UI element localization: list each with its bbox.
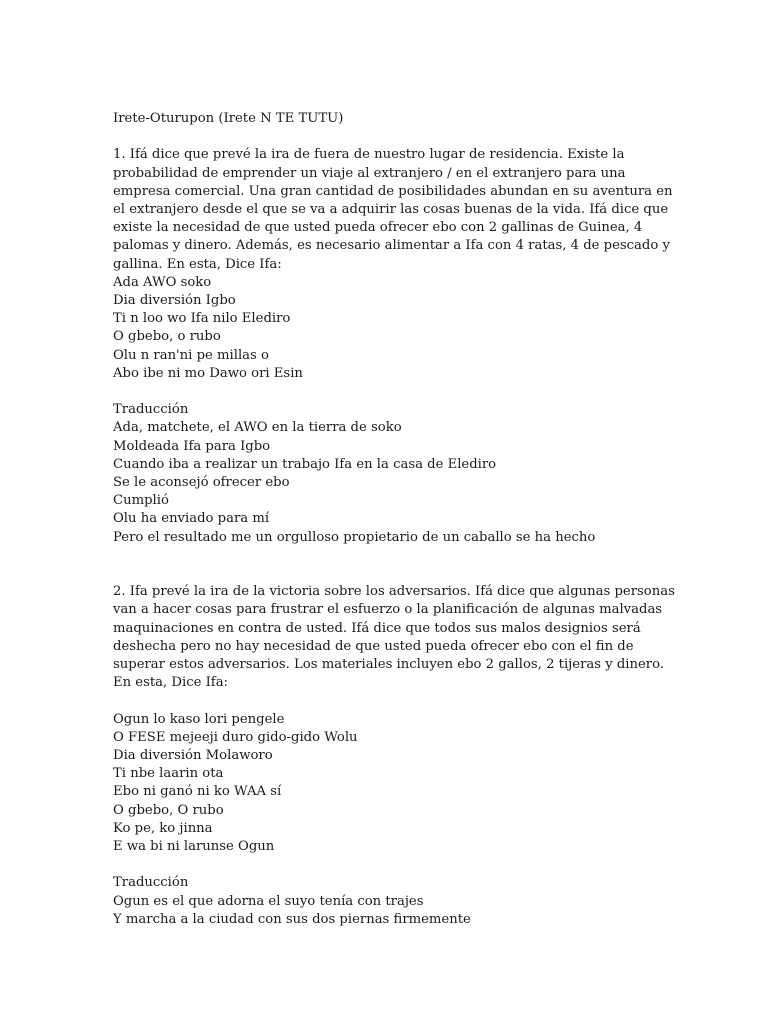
translation-line: Ogun es el que adorna el suyo tenía con trajes bbox=[113, 893, 424, 909]
translation-line: Olu ha enviado para mí bbox=[113, 511, 270, 527]
verse-line: Olu n ran'ni pe millas o bbox=[113, 347, 269, 363]
translation-line: Pero el resultado me un orgulloso propietario de un caballo se ha hecho bbox=[113, 529, 596, 545]
verse-line: Abo ibe ni mo Dawo ori Esin bbox=[113, 365, 303, 381]
translation-line: Cumplió bbox=[113, 493, 169, 509]
verse-line: Dia diversión Molaworo bbox=[113, 748, 273, 764]
translation-line: Moldeada Ifa para Igbo bbox=[113, 438, 271, 454]
paragraph-line: probabilidad de emprender un viaje al extranjero / en el extranjero para una bbox=[113, 165, 626, 181]
document-page bbox=[113, 110, 673, 929]
section-2-verse bbox=[113, 711, 673, 857]
verse-line: Ogun lo kaso lori pengele bbox=[113, 711, 285, 727]
spacer bbox=[113, 383, 673, 401]
verse-line: Ada AWO soko bbox=[113, 274, 212, 290]
verse-line: Dia diversión Igbo bbox=[113, 293, 236, 309]
translation-line: Y marcha a la ciudad con sus dos piernas firmemente bbox=[113, 911, 471, 927]
paragraph-line: empresa comercial. Una gran cantidad de posibilidades abundan en su aventura en bbox=[113, 183, 673, 199]
spacer bbox=[113, 692, 673, 710]
section-1-paragraph bbox=[113, 146, 673, 273]
paragraph-line: palomas y dinero. Además, es necesario alimentar a Ifa con 4 ratas, 4 de pescado y bbox=[113, 238, 670, 254]
paragraph-line: 1. Ifá dice que prevé la ira de fuera de nuestro lugar de residencia. Existe la bbox=[113, 147, 625, 163]
paragraph-line: el extranjero desde el que se va a adquirir las cosas buenas de la vida. Ifá dice que bbox=[113, 202, 669, 217]
verse-line: Ti nbe laarin ota bbox=[113, 766, 224, 782]
paragraph-line: maquinaciones en contra de usted. Ifá dice que todos sus malos designios será bbox=[113, 620, 641, 636]
paragraph-line: existe la necesidad de que usted pueda ofrecer ebo con 2 gallinas de Guinea, 4 bbox=[113, 220, 643, 236]
translation-line: Cuando iba a realizar un trabajo Ifa en la casa de Eledirо bbox=[113, 456, 497, 472]
spacer bbox=[113, 128, 673, 146]
verse-line: Ko pe, ko jinna bbox=[113, 820, 213, 836]
verse-line: Ebo ni ganó ni ko WAA sí bbox=[113, 784, 282, 800]
verse-line: O FESE mejeeji duro gido-gido Wolu bbox=[113, 729, 358, 745]
section-2 bbox=[113, 583, 673, 929]
translation-line: Se le aconsejó ofrecer ebo bbox=[113, 475, 290, 491]
verse-line: E wa bi ni larunse Ogun bbox=[113, 839, 275, 855]
paragraph-line: 2. Ifa prevé la ira de la victoria sobre los adversarios. Ifá dice que algunas personas bbox=[113, 584, 675, 600]
document-title: Irete-Oturupon (Irete N TE TUTU) bbox=[113, 111, 344, 126]
verse-line: Ti n loo wo Ifa nilo Eledirо bbox=[113, 311, 291, 327]
spacer bbox=[113, 547, 673, 583]
paragraph-line: En esta, Dice Ifa: bbox=[113, 675, 228, 691]
translation-heading: Traducción bbox=[113, 875, 189, 891]
translation-heading: Traducción bbox=[113, 402, 189, 418]
spacer bbox=[113, 856, 673, 874]
section-2-translation bbox=[113, 893, 673, 929]
section-1 bbox=[113, 146, 673, 546]
translation-line: Ada, matchete, el AWO en la tierra de soko bbox=[113, 420, 402, 436]
paragraph-line: deshecha pero no hay necesidad de que usted pueda ofrecer ebo con el fin de bbox=[113, 638, 634, 654]
paragraph-line: superar estos adversarios. Los materiales incluyen ebo 2 gallos, 2 tijeras y dinero. bbox=[113, 657, 664, 673]
section-1-verse bbox=[113, 274, 673, 383]
paragraph-line: gallina. En esta, Dice Ifa: bbox=[113, 256, 282, 272]
section-1-translation bbox=[113, 419, 673, 546]
verse-line: O gbebo, o rubo bbox=[113, 329, 221, 345]
verse-line: O gbebo, O rubo bbox=[113, 802, 224, 818]
paragraph-line: van a hacer cosas para frustrar el esfuerzo o la planificación de algunas malvadas bbox=[113, 602, 663, 618]
section-2-paragraph bbox=[113, 583, 673, 692]
